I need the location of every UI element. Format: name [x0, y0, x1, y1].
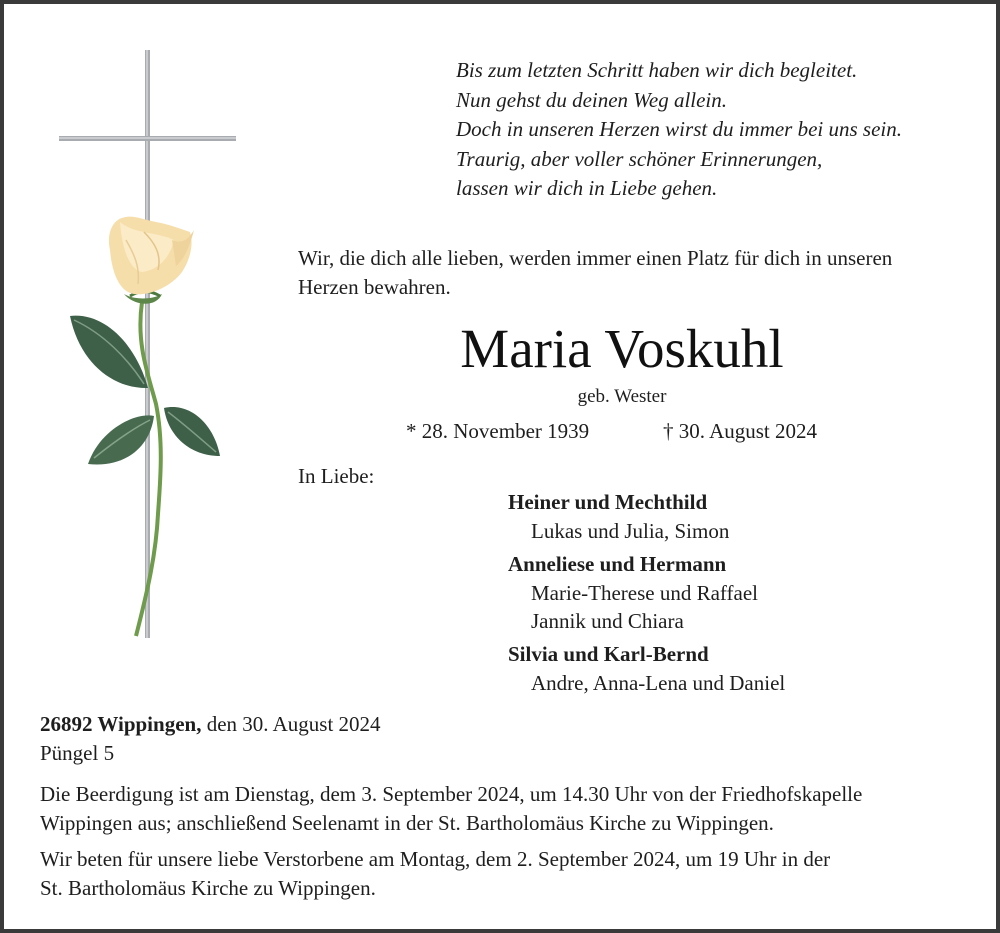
- intro-line: Wir, die dich alle lieben, werden immer einen Platz für dich in unseren: [298, 246, 893, 270]
- mourner-group: [508, 550, 758, 636]
- address-date: den 30. August 2024: [201, 712, 381, 736]
- mourner-group-member: Andre, Anna-Lena und Daniel: [531, 670, 786, 695]
- birth-name: geb. Wester: [577, 386, 667, 407]
- mourner-group-member: Jannik und Chiara: [531, 609, 684, 633]
- address-place: 26892 Wippingen,: [40, 712, 202, 736]
- poem-line: Traurig, aber voller schöner Erinnerungen,: [456, 146, 823, 171]
- mourner-group-member: Lukas und Julia, Simon: [531, 518, 730, 543]
- poem-line: lassen wir dich in Liebe gehen.: [456, 176, 718, 200]
- deceased-name: Maria Voskuhl: [460, 318, 784, 379]
- intro-line: Herzen bewahren.: [298, 274, 451, 299]
- prayer-line: St. Bartholomäus Kirche zu Wippingen.: [40, 875, 376, 900]
- poem-line: Bis zum letzten Schritt haben wir dich begleitet.: [456, 58, 858, 82]
- poem: [456, 56, 902, 204]
- mourner-group: [508, 640, 785, 697]
- birth-date: * 28. November 1939: [406, 419, 590, 443]
- mourner-group-head: Silvia und Karl-Bernd: [508, 642, 709, 666]
- mourner-group-head: Anneliese und Hermann: [508, 552, 727, 576]
- funeral-line: Die Beerdigung ist am Dienstag, dem 3. September 2024, um 14.30 Uhr von der Friedhofskapelle: [40, 782, 863, 806]
- prayer-line: Wir beten für unsere liebe Verstorbene am Montag, dem 2. September 2024, um 19 Uhr in der: [40, 847, 831, 871]
- mourner-group-head: Heiner und Mechthild: [508, 490, 708, 514]
- mourner-group-member: Marie-Therese und Raffael: [531, 580, 759, 605]
- mourners-heading: In Liebe:: [298, 464, 375, 488]
- address-street: Püngel 5: [40, 741, 115, 765]
- intro-text: [298, 244, 892, 301]
- funeral-info: [40, 780, 862, 837]
- funeral-line: Wippingen aus; anschließend Seelenamt in der St. Bartholomäus Kirche zu Wippingen.: [40, 810, 774, 835]
- poem-line: Doch in unseren Herzen wirst du immer bei uns sein.: [456, 117, 903, 141]
- address-place-line: [40, 710, 381, 739]
- death-date: † 30. August 2024: [663, 419, 818, 443]
- prayer-info: [40, 845, 830, 902]
- poem-line: Nun gehst du deinen Weg allein.: [456, 87, 728, 112]
- mourner-group: [508, 488, 729, 545]
- address-block: [40, 710, 381, 768]
